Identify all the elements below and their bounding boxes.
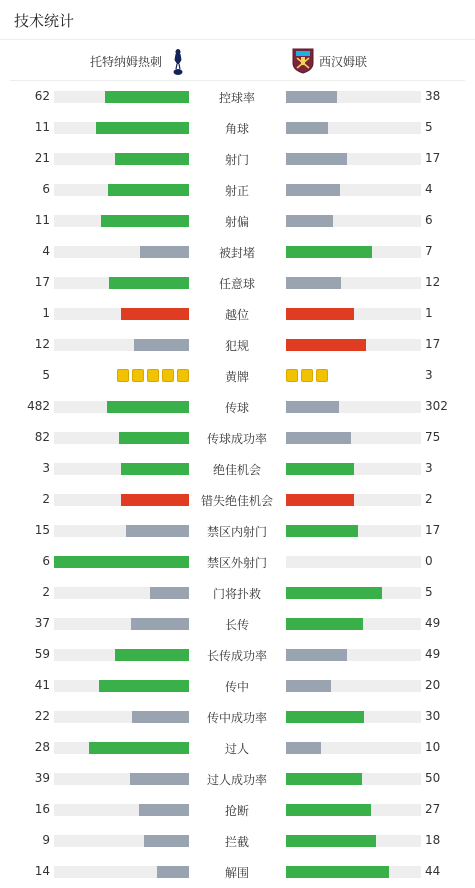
away-stat-bar-fill — [286, 246, 372, 258]
home-stat-bar-fill — [150, 587, 189, 599]
away-stat-value: 17 — [425, 523, 441, 537]
stat-row — [0, 236, 475, 267]
home-stat-bar-fill — [99, 680, 189, 692]
away-stat-value: 27 — [425, 802, 441, 816]
stat-row — [0, 81, 475, 112]
away-stat-bar-fill — [286, 618, 363, 630]
away-stat-bar — [286, 680, 421, 692]
away-stat-bar — [286, 215, 421, 227]
away-stat-value: 49 — [425, 647, 441, 661]
away-stat-bar — [286, 835, 421, 847]
away-stat-bar-fill — [286, 463, 354, 475]
home-yellow-cards — [117, 369, 189, 382]
home-stat-bar-fill — [121, 494, 189, 506]
home-stat-bar-fill — [140, 246, 189, 258]
home-stat-value: 16 — [34, 802, 50, 816]
home-stat-bar — [54, 401, 189, 413]
away-stat-value: 49 — [425, 616, 441, 630]
away-stat-bar — [286, 494, 421, 506]
away-stat-bar — [286, 91, 421, 103]
away-stat-value: 302 — [425, 399, 448, 413]
stats-header — [0, 0, 475, 40]
away-stat-bar — [286, 184, 421, 196]
away-stat-value: 3 — [425, 461, 433, 475]
home-stat-value: 37 — [34, 616, 50, 630]
away-stat-bar — [286, 742, 421, 754]
home-stat-value: 6 — [42, 182, 50, 196]
stat-row — [0, 732, 475, 763]
home-stat-bar — [54, 246, 189, 258]
away-team-name[interactable]: 西汉姆联 — [319, 55, 368, 69]
stat-row — [0, 112, 475, 143]
home-stat-bar-fill — [107, 401, 189, 413]
home-stat-bar — [54, 742, 189, 754]
stat-row — [0, 422, 475, 453]
away-stat-value: 5 — [425, 120, 433, 134]
away-stat-bar — [286, 277, 421, 289]
home-stat-value: 2 — [42, 585, 50, 599]
away-stat-value: 75 — [425, 430, 441, 444]
home-stat-bar-fill — [134, 339, 189, 351]
stat-row — [0, 856, 475, 887]
stat-row — [0, 143, 475, 174]
away-stat-value: 50 — [425, 771, 441, 785]
away-stat-bar-fill — [286, 153, 347, 165]
stat-row — [0, 639, 475, 670]
away-stat-value: 5 — [425, 585, 433, 599]
stat-label: 黄牌 — [224, 370, 249, 384]
away-stat-bar — [286, 556, 421, 568]
away-stat-value: 6 — [425, 213, 433, 227]
home-stat-value: 9 — [42, 833, 50, 847]
home-stat-bar — [54, 91, 189, 103]
away-stat-bar-fill — [286, 122, 328, 134]
away-stat-bar-fill — [286, 711, 364, 723]
home-stat-value: 11 — [34, 213, 50, 227]
away-stat-bar — [286, 463, 421, 475]
home-stat-bar-fill — [126, 525, 189, 537]
page-title: 技术统计 — [14, 12, 75, 30]
away-stat-bar-fill — [286, 587, 382, 599]
home-stat-value: 17 — [34, 275, 50, 289]
away-stat-bar-fill — [286, 525, 358, 537]
away-stat-bar-fill — [286, 277, 341, 289]
home-stat-bar — [54, 432, 189, 444]
home-stat-bar-fill — [121, 463, 189, 475]
home-stat-bar-fill — [89, 742, 189, 754]
home-stat-bar — [54, 339, 189, 351]
home-stat-value: 21 — [34, 151, 50, 165]
away-stat-bar-fill — [286, 432, 351, 444]
away-stat-bar — [286, 339, 421, 351]
home-stat-value: 12 — [34, 337, 50, 351]
away-stat-bar-fill — [286, 804, 371, 816]
home-stat-value: 15 — [34, 523, 50, 537]
home-stat-bar — [54, 184, 189, 196]
home-stat-value: 14 — [34, 864, 50, 878]
home-stat-value: 22 — [34, 709, 50, 723]
away-stat-value: 10 — [425, 740, 441, 754]
stat-row — [0, 701, 475, 732]
home-stat-bar — [54, 649, 189, 661]
home-stat-value: 59 — [34, 647, 50, 661]
away-stat-value: 44 — [425, 864, 441, 878]
home-stat-bar-fill — [131, 618, 189, 630]
away-stat-bar — [286, 246, 421, 258]
stat-label: 过人成功率 — [206, 773, 267, 787]
home-stat-value: 82 — [34, 430, 50, 444]
home-stat-value: 3 — [42, 461, 50, 475]
away-stat-bar — [286, 866, 421, 878]
stat-row — [0, 670, 475, 701]
home-stat-bar — [54, 804, 189, 816]
away-stat-bar-fill — [286, 184, 340, 196]
away-stat-bar-fill — [286, 866, 389, 878]
stat-row — [0, 267, 475, 298]
home-stat-bar-fill — [157, 866, 189, 878]
yellow-card-icon — [177, 369, 189, 382]
stat-label: 角球 — [224, 122, 249, 136]
away-stat-bar — [286, 711, 421, 723]
teams-header — [10, 41, 465, 81]
home-stat-bar — [54, 866, 189, 878]
yellow-card-icon — [316, 369, 328, 382]
away-stat-bar — [286, 122, 421, 134]
home-stat-bar — [54, 277, 189, 289]
home-team-name[interactable]: 托特纳姆热刺 — [89, 55, 162, 69]
home-stat-bar — [54, 215, 189, 227]
home-stat-bar-fill — [96, 122, 189, 134]
stat-label: 射正 — [224, 184, 249, 198]
home-stat-bar-fill — [130, 773, 189, 785]
tottenham-cockerel-icon[interactable] — [171, 48, 185, 76]
home-stat-value: 482 — [27, 399, 50, 413]
away-stat-bar — [286, 153, 421, 165]
home-stat-bar-fill — [132, 711, 189, 723]
yellow-card-icon — [132, 369, 144, 382]
stat-row — [0, 608, 475, 639]
yellow-card-icon — [117, 369, 129, 382]
home-stat-bar-fill — [108, 184, 189, 196]
stat-label: 禁区外射门 — [206, 556, 267, 570]
home-stat-value: 39 — [34, 771, 50, 785]
away-stat-bar-fill — [286, 773, 362, 785]
home-stat-bar-fill — [54, 556, 189, 568]
away-stat-value: 17 — [425, 151, 441, 165]
home-stat-bar — [54, 122, 189, 134]
home-stat-value: 62 — [34, 89, 50, 103]
away-stat-bar — [286, 618, 421, 630]
yellow-card-icon — [286, 369, 298, 382]
stat-row — [0, 205, 475, 236]
away-stat-bar — [286, 432, 421, 444]
away-stat-value: 0 — [425, 554, 433, 568]
away-stat-bar-fill — [286, 649, 347, 661]
stat-label: 传球成功率 — [206, 432, 267, 446]
home-stat-bar-fill — [139, 804, 189, 816]
away-stat-value: 38 — [425, 89, 441, 103]
stat-row — [0, 763, 475, 794]
away-stat-bar — [286, 773, 421, 785]
away-stat-bar — [286, 401, 421, 413]
away-stat-bar-fill — [286, 308, 354, 320]
stat-label: 犯规 — [224, 339, 249, 353]
stat-row — [0, 391, 475, 422]
away-stat-bar-fill — [286, 742, 321, 754]
stat-row — [0, 484, 475, 515]
stat-label: 射门 — [224, 153, 249, 167]
home-stat-bar-fill — [121, 308, 189, 320]
stat-label: 抢断 — [224, 804, 249, 818]
stat-row — [0, 298, 475, 329]
home-stat-value: 2 — [42, 492, 50, 506]
home-stat-value: 28 — [34, 740, 50, 754]
away-stat-value: 17 — [425, 337, 441, 351]
west-ham-crest-icon[interactable] — [292, 48, 314, 74]
stat-label: 拦截 — [224, 835, 249, 849]
stat-row — [0, 577, 475, 608]
home-stat-value: 4 — [42, 244, 50, 258]
stat-row — [0, 794, 475, 825]
home-stat-bar-fill — [119, 432, 189, 444]
home-stat-bar — [54, 153, 189, 165]
stat-row — [0, 329, 475, 360]
home-stat-bar — [54, 587, 189, 599]
stat-row — [0, 546, 475, 577]
home-stat-value: 41 — [34, 678, 50, 692]
stat-row — [0, 515, 475, 546]
home-stat-value: 1 — [42, 306, 50, 320]
home-stat-value: 11 — [34, 120, 50, 134]
home-stat-bar — [54, 835, 189, 847]
stat-label: 控球率 — [218, 91, 255, 105]
away-yellow-cards — [286, 369, 328, 382]
home-stat-bar — [54, 680, 189, 692]
home-stat-bar-fill — [105, 91, 189, 103]
stat-row — [0, 360, 475, 391]
away-stat-value: 12 — [425, 275, 441, 289]
stat-label: 传球 — [224, 401, 249, 415]
stat-label: 门将扑救 — [212, 587, 261, 601]
stat-label: 禁区内射门 — [206, 525, 267, 539]
away-stat-bar-fill — [286, 401, 339, 413]
away-stat-bar-fill — [286, 91, 337, 103]
home-stat-bar-fill — [101, 215, 189, 227]
stat-label: 射偏 — [224, 215, 249, 229]
away-stat-value: 20 — [425, 678, 441, 692]
home-stat-value: 5 — [42, 368, 50, 382]
home-stat-bar — [54, 494, 189, 506]
stats-list — [0, 81, 475, 887]
yellow-card-icon — [162, 369, 174, 382]
home-stat-bar-fill — [109, 277, 189, 289]
away-stat-bar — [286, 525, 421, 537]
yellow-card-icon — [301, 369, 313, 382]
stat-label: 任意球 — [218, 277, 255, 291]
yellow-card-icon — [147, 369, 159, 382]
away-stat-value: 7 — [425, 244, 433, 258]
away-stat-bar-fill — [286, 215, 333, 227]
stat-row — [0, 174, 475, 205]
home-stat-value: 6 — [42, 554, 50, 568]
away-stat-value: 3 — [425, 368, 433, 382]
stat-label: 过人 — [224, 742, 249, 756]
away-stat-bar — [286, 804, 421, 816]
stat-label: 错失绝佳机会 — [200, 494, 273, 508]
away-stat-value: 30 — [425, 709, 441, 723]
away-stat-bar-fill — [286, 835, 376, 847]
stat-label: 传中成功率 — [206, 711, 267, 725]
home-stat-bar — [54, 463, 189, 475]
home-stat-bar — [54, 308, 189, 320]
home-stat-bar — [54, 525, 189, 537]
home-stat-bar — [54, 773, 189, 785]
stat-label: 解围 — [224, 866, 249, 880]
away-stat-value: 1 — [425, 306, 433, 320]
away-stat-bar-fill — [286, 339, 366, 351]
away-stat-value: 2 — [425, 492, 433, 506]
away-stat-value: 18 — [425, 833, 441, 847]
home-stat-bar-fill — [115, 153, 189, 165]
home-stat-bar — [54, 556, 189, 568]
home-stat-bar-fill — [115, 649, 189, 661]
away-stat-value: 4 — [425, 182, 433, 196]
stat-label: 长传成功率 — [206, 649, 267, 663]
home-stat-bar-fill — [144, 835, 189, 847]
stat-label: 绝佳机会 — [212, 463, 261, 477]
stat-label: 传中 — [224, 680, 249, 694]
away-stat-bar-fill — [286, 494, 354, 506]
stat-row — [0, 825, 475, 856]
away-stat-bar — [286, 587, 421, 599]
home-stat-bar — [54, 618, 189, 630]
away-stat-bar-fill — [286, 680, 331, 692]
stat-row — [0, 453, 475, 484]
home-stat-bar — [54, 711, 189, 723]
stat-label: 长传 — [224, 618, 249, 632]
away-stat-bar — [286, 649, 421, 661]
stat-label: 被封堵 — [218, 246, 255, 260]
away-stat-bar — [286, 308, 421, 320]
stat-label: 越位 — [224, 308, 249, 322]
